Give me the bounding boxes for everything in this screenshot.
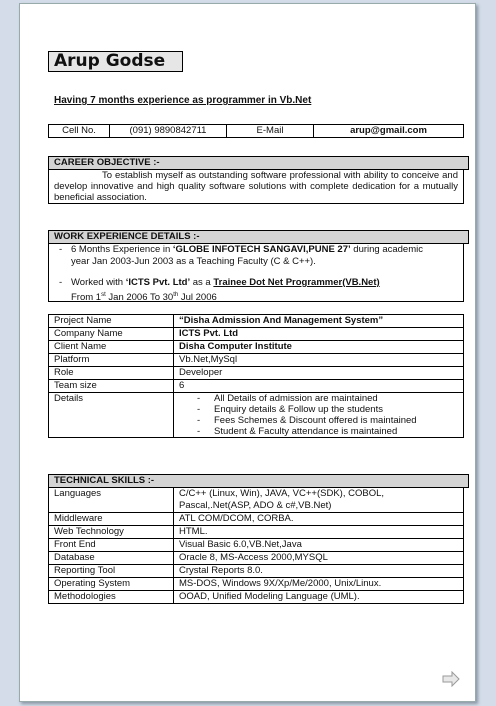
table-row: Details - All Details of admission are maintained - Enquiry details & Follow up the students - Fees Schemes & Discount offered is maintained - Student & Faculty attendance is maintained	[49, 393, 464, 438]
technical-skills-heading: TECHNICAL SKILLS :-	[48, 474, 469, 488]
table-row: Platform Vb.Net,MySql	[49, 354, 464, 367]
table-row: Role Developer	[49, 367, 464, 380]
table-row: Database Oracle 8, MS-Access 2000,MYSQL	[49, 552, 464, 565]
email-label: E-Mail	[227, 125, 314, 138]
list-item: - All Details of admission are maintained	[197, 393, 458, 404]
career-objective-text: To establish myself as outstanding software professional with ability to conceive and develop innovative and high quality software solutions with complete dedication for a mutually beneficial association.	[48, 170, 464, 204]
list-item: - Enquiry details & Follow up the students	[197, 404, 458, 415]
experience-item-2: - Worked with ‘ICTS Pvt. Ltd’ as a Trainee Dot Net Programmer(VB.Net) From 1st Jan 2006 To 30th Jul 2006	[59, 277, 380, 304]
table-row: Web Technology HTML.	[49, 526, 464, 539]
cell-value: (091) 9890842711	[110, 125, 227, 138]
contact-table	[48, 124, 464, 138]
table-row: Project Name “Disha Admission And Management System”	[49, 315, 464, 328]
email-value[interactable]: arup@gmail.com	[314, 125, 464, 138]
work-experience-body	[48, 244, 464, 302]
table-row: Front End Visual Basic 6.0,VB.Net,Java	[49, 539, 464, 552]
technical-skills-table	[48, 487, 464, 604]
table-row: Languages C/C++ (Linux, Win), JAVA, VC++(SDK), COBOL, Pascal,.Net(ASP, ADO & c#,VB.Net)	[49, 488, 464, 513]
career-objective-heading: CAREER OBJECTIVE :-	[48, 156, 469, 170]
project-details-list	[179, 393, 458, 437]
list-item: - Fees Schemes & Discount offered is maintained	[197, 415, 458, 426]
table-row: Reporting Tool Crystal Reports 8.0.	[49, 565, 464, 578]
work-experience-heading: WORK EXPERIENCE DETAILS :-	[48, 230, 469, 244]
next-page-arrow-icon[interactable]	[442, 671, 460, 687]
table-row: Company Name ICTS Pvt. Ltd	[49, 328, 464, 341]
experience-item-1: - 6 Months Experience in ‘GLOBE INFOTECH SANGAVI,PUNE 27’ during academic year Jan 2003-Jun 2003 as a Teaching Faculty (C & C++).	[59, 244, 423, 267]
table-row: Middleware ATL COM/DCOM, CORBA.	[49, 513, 464, 526]
project-table	[48, 314, 464, 438]
table-row: Team size 6	[49, 380, 464, 393]
experience-headline: Having 7 months experience as programmer in Vb.Net	[54, 95, 312, 106]
cell-label: Cell No.	[49, 125, 110, 138]
table-row: Methodologies OOAD, Unified Modeling Language (UML).	[49, 591, 464, 604]
list-item: - Student & Faculty attendance is maintained	[197, 426, 458, 437]
table-row: Operating System MS-DOS, Windows 9X/Xp/Me/2000, Unix/Linux.	[49, 578, 464, 591]
table-row: Client Name Disha Computer Institute	[49, 341, 464, 354]
candidate-name: Arup Godse	[48, 51, 183, 72]
